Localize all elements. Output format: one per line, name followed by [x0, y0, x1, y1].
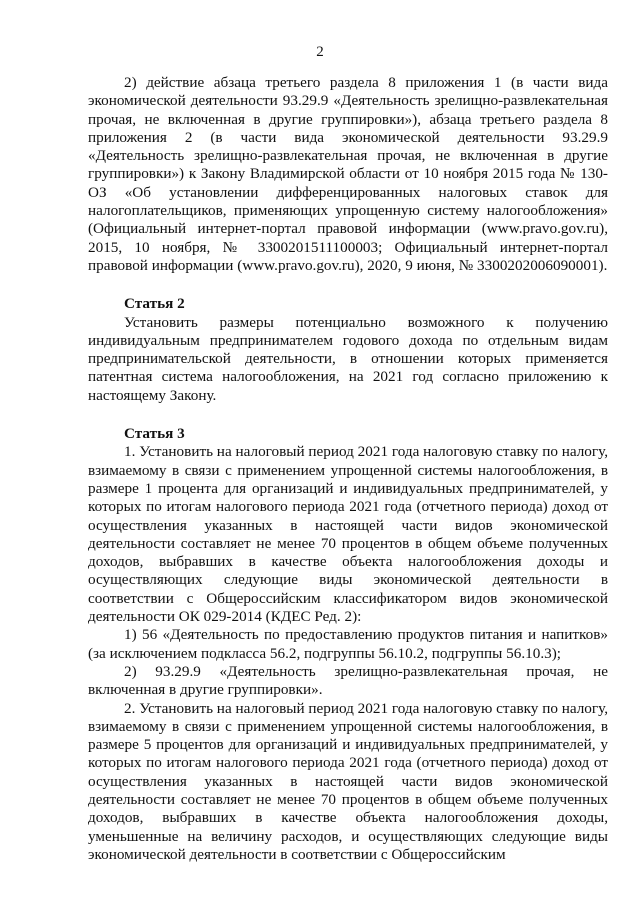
page-number: 2: [316, 44, 324, 60]
article-2-text: Установить размеры потенциально возможного к получению индивидуальным предпринимателем годового дохода по отдельным видам предпринимательской деятельности, в отношении которых применяется патентная система налогообложения, на 2021 год согласно приложению к настоящему Закону.: [88, 313, 608, 404]
article-2-title: Статья 2: [124, 295, 185, 313]
article-3-subpoint-1: 1) 56 «Деятельность по предоставлению продуктов питания и напитков» (за исключением подкласса 56.2, подгруппы 56.10.2, подгруппы 56.10.3);: [88, 626, 608, 662]
article-3-title: Статья 3: [124, 425, 185, 443]
article-3-point-2: 2. Установить на налоговый период 2021 года налоговую ставку по налогу, взимаемому в связи с применением упрощенной системы налогообложения, в размере 5 процентов для организаций и индивидуальных предпринимателей, у которых по итогам налогового периода 2021 года (отчетного периода) доход от осуществления указанных в настоящей части видов экономической деятельности составляет не менее 70 процентов в общем объеме полученных доходов, выбравших в качестве объекта налогообложения доходы, уменьшенные на величину расходов, и осуществляющих следующие виды экономической деятельности в соответствии с Общероссийским: [88, 699, 608, 863]
article-3-subpoint-2: 2) 93.29.9 «Деятельность зрелищно-развлекательная прочая, не включенная в другие группировки».: [88, 662, 608, 699]
article-3-point-1: 1. Установить на налоговый период 2021 года налоговую ставку по налогу, взимаемому в связи с применением упрощенной системы налогообложения, в размере 1 процента для организаций и индивидуальных предпринимателей, у которых по итогам налогового периода 2021 года (отчетного периода) доход от осуществления указанных в настоящей части видов экономической деятельности составляет не менее 70 процентов в общем объеме полученных доходов, выбравших в качестве объекта налогообложения доходы и осуществляющих следующие виды экономической деятельности в соответствии с Общероссийским классификатором видов экономической деятельности ОК 029-2014 (КДЕС Ред. 2):: [88, 443, 608, 626]
spacer: [88, 275, 608, 295]
intro-paragraph: 2) действие абзаца третьего раздела 8 приложения 1 (в части вида экономической деятельности 93.29.9 «Деятельность зрелищно-развлекательная прочая, не включенная в другие группировки»), абзаца третьего раздела 8 приложения 2 (в части вида экономической деятельности 93.29.9 «Деятельность зрелищно-развлекательная прочая, не включенная в другие группировки») к Закону Владимирской области от 10 ноября 2015 года № 130-ОЗ «Об установлении дифференцированных налоговых ставок для налогоплательщиков, применяющих упрощенную систему налогообложения» (Официальный интернет-портал правовой информации (www.pravo.gov.ru), 2015, 10 ноября, № 3300201511100003; Официальный интернет-портал правовой информации (www.pravo.gov.ru), 2020, 9 июня, № 3300202006090001).: [88, 74, 608, 274]
document-body: [88, 74, 608, 864]
spacer: [88, 405, 608, 425]
